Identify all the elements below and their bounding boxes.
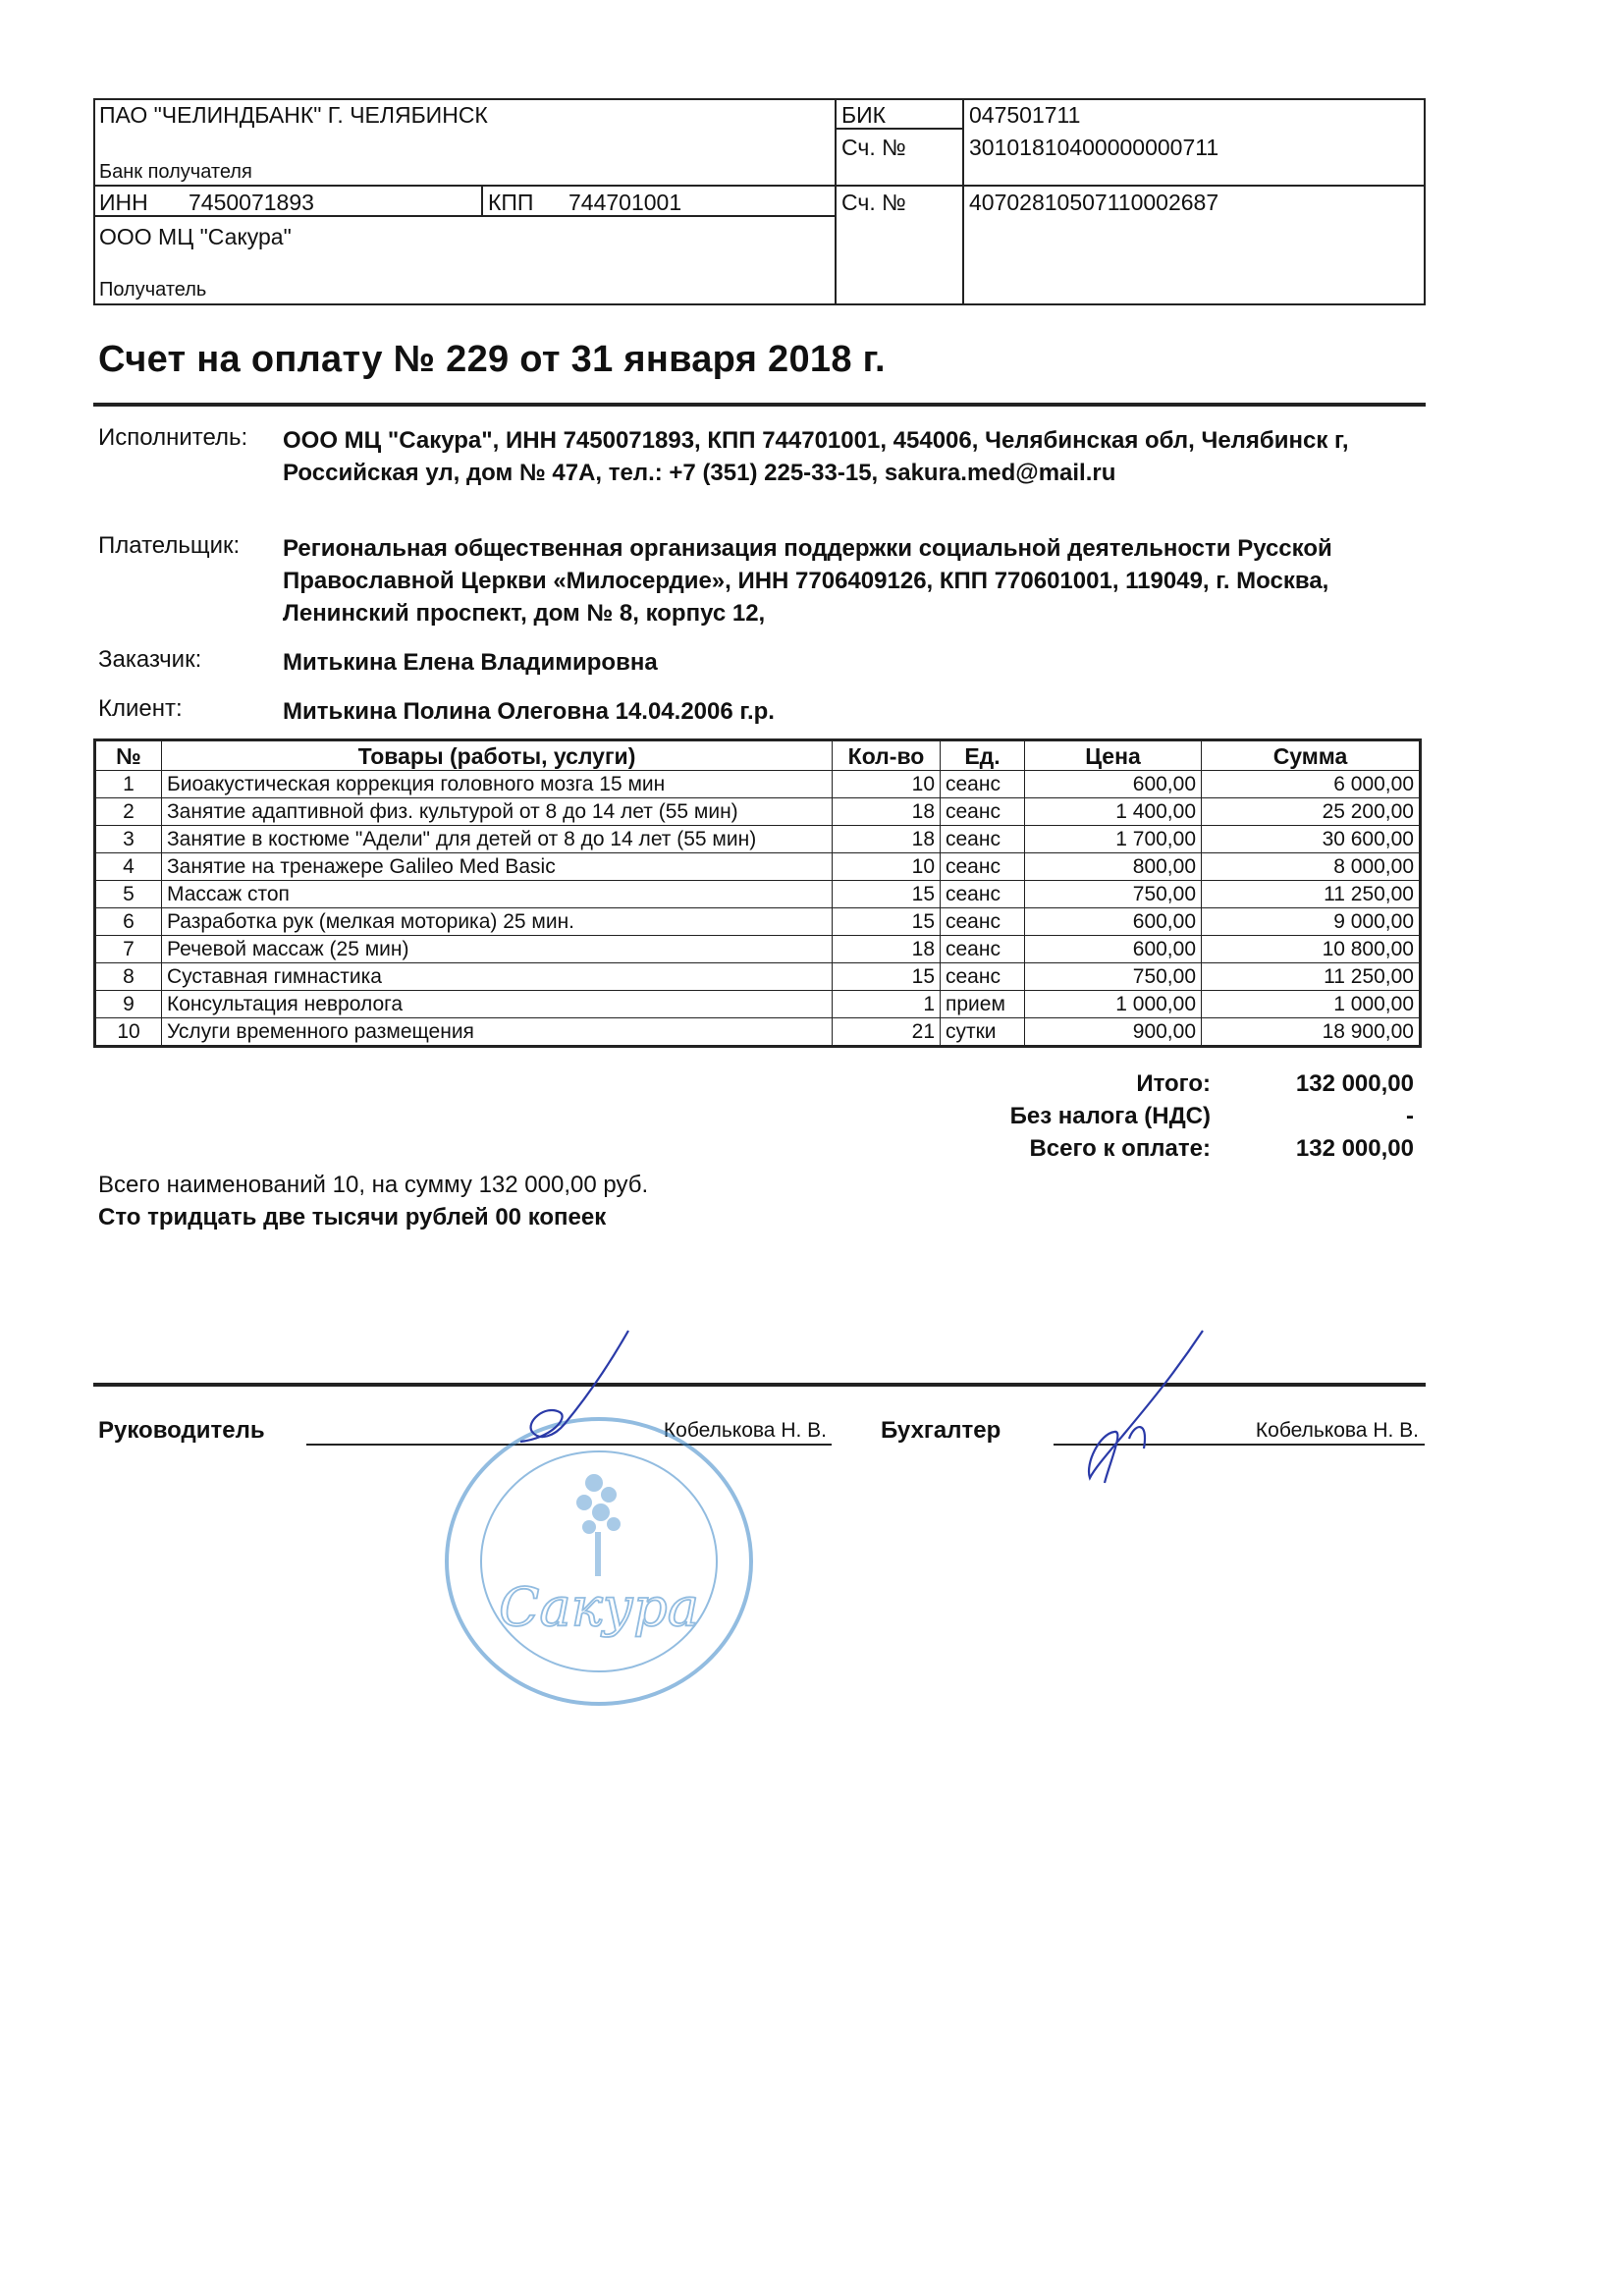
invoice-title: Счет на оплату № 229 от 31 января 2018 г. [98,339,886,380]
title-divider [93,403,1426,407]
col-header-price: Цена [1025,740,1202,771]
table-row [95,881,1421,908]
vat-label: Без налога (НДС) [1009,1103,1211,1129]
row-item: Занятие адаптивной физ. культурой от 8 до 14 лет (55 мин) [162,798,833,826]
vat-value: - [1406,1103,1414,1129]
table-header-row [95,740,1421,771]
col-header-unit: Ед. [941,740,1025,771]
bik-label: БИК [841,102,887,128]
row-sum: 6 000,00 [1202,771,1421,798]
director-label: Руководитель [98,1417,265,1444]
row-qty: 10 [833,853,941,881]
row-sum: 11 250,00 [1202,881,1421,908]
row-sum: 30 600,00 [1202,826,1421,853]
kpp-value: 744701001 [568,190,682,215]
bik-value: 047501711 [969,102,1081,128]
row-qty: 1 [833,991,941,1018]
row-unit: прием [941,991,1025,1018]
recipient-caption: Получатель [99,279,207,301]
row-qty: 10 [833,771,941,798]
row-unit: сеанс [941,798,1025,826]
grand-total-value: 132 000,00 [1295,1135,1414,1162]
row-number: 1 [95,771,162,798]
row-number: 10 [95,1018,162,1047]
row-qty: 18 [833,826,941,853]
row-number: 3 [95,826,162,853]
table-row [95,853,1421,881]
customer-value: Митькина Елена Владимировна [283,649,658,676]
table-row [95,798,1421,826]
company-stamp [432,1404,766,1719]
total-row [864,1070,1414,1103]
row-sum: 18 900,00 [1202,1018,1421,1047]
col-header-sum: Сумма [1202,740,1421,771]
inn-value: 7450071893 [189,190,314,215]
bank-requisites [93,98,1426,305]
row-number: 7 [95,936,162,963]
row-item: Занятие в костюме "Адели" для детей от 8 до 14 лет (55 мин) [162,826,833,853]
table-row [95,991,1421,1018]
row-item: Суставная гимнастика [162,963,833,991]
amount-summary [98,1169,648,1233]
client-value: Митькина Полина Олеговна 14.04.2006 г.р. [283,698,775,725]
row-price: 600,00 [1025,771,1202,798]
total-label: Итого: [1136,1070,1211,1097]
row-qty: 15 [833,881,941,908]
row-number: 5 [95,881,162,908]
payer-value: Региональная общественная организация поддержки социальной деятельности Русской Православной Церкви «Милосердие», ИНН 7706409126, КПП 770601001, 119049, г. Москва, Ленинский проспект, дом № 8, корпус 12, [283,535,1332,627]
row-unit: сеанс [941,881,1025,908]
row-sum: 10 800,00 [1202,936,1421,963]
corr-account-label: Сч. № [841,135,906,160]
row-qty: 18 [833,798,941,826]
row-qty: 18 [833,936,941,963]
grand-total-row [864,1135,1414,1168]
row-item: Услуги временного размещения [162,1018,833,1047]
row-sum: 8 000,00 [1202,853,1421,881]
row-item: Речевой массаж (25 мин) [162,936,833,963]
items-table [93,738,1422,1048]
row-price: 1 400,00 [1025,798,1202,826]
kpp-label: КПП [488,190,534,215]
row-number: 8 [95,963,162,991]
row-sum: 1 000,00 [1202,991,1421,1018]
row-qty: 21 [833,1018,941,1047]
inn-label: ИНН [99,190,148,215]
row-number: 2 [95,798,162,826]
row-qty: 15 [833,908,941,936]
row-sum: 25 200,00 [1202,798,1421,826]
stamp-brand: Сакура [499,1576,699,1638]
recipient-name: ООО МЦ "Сакура" [99,224,292,249]
account-value: 40702810507110002687 [969,190,1219,215]
amount-in-words: Сто тридцать две тысячи рублей 00 копеек [98,1204,607,1230]
executor-label: Исполнитель: [98,424,248,451]
director-name: Кобелькова Н. В. [663,1419,827,1442]
row-unit: сутки [941,1018,1025,1047]
row-item: Консультация невролога [162,991,833,1018]
accountant-signature-icon [1055,1326,1213,1493]
table-row [95,771,1421,798]
corr-account-value: 30101810400000000711 [969,135,1219,160]
row-item: Занятие на тренажере Galileo Med Basic [162,853,833,881]
col-header-goods: Товары (работы, услуги) [162,740,833,771]
vat-row [864,1103,1414,1135]
row-price: 600,00 [1025,936,1202,963]
row-sum: 9 000,00 [1202,908,1421,936]
row-unit: сеанс [941,853,1025,881]
total-value: 132 000,00 [1295,1070,1414,1097]
row-unit: сеанс [941,908,1025,936]
row-number: 9 [95,991,162,1018]
row-number: 4 [95,853,162,881]
executor-value: ООО МЦ "Сакура", ИНН 7450071893, КПП 744701001, 454006, Челябинская обл, Челябинск г, Российская ул, дом № 47А, тел.: +7 (351) 225-33-15, sakura.med@mail.ru [283,427,1349,486]
row-sum: 11 250,00 [1202,963,1421,991]
row-price: 800,00 [1025,853,1202,881]
client-label: Клиент: [98,695,183,722]
row-price: 1 000,00 [1025,991,1202,1018]
payer-label: Плательщик: [98,532,241,559]
grand-total-label: Всего к оплате: [1029,1135,1211,1162]
signature-divider [93,1383,1426,1387]
totals-block [864,1070,1414,1168]
customer-label: Заказчик: [98,646,202,673]
table-row [95,1018,1421,1047]
director-signature-icon [511,1326,638,1444]
row-item: Биоакустическая коррекция головного мозга 15 мин [162,771,833,798]
row-unit: сеанс [941,963,1025,991]
table-row [95,936,1421,963]
row-price: 900,00 [1025,1018,1202,1047]
row-qty: 15 [833,963,941,991]
row-price: 600,00 [1025,908,1202,936]
bank-caption: Банк получателя [99,161,252,183]
row-price: 750,00 [1025,881,1202,908]
table-row [95,963,1421,991]
accountant-name: Кобелькова Н. В. [1255,1419,1419,1442]
row-unit: сеанс [941,936,1025,963]
bank-name: ПАО "ЧЕЛИНДБАНК" Г. ЧЕЛЯБИНСК [99,102,488,128]
row-number: 6 [95,908,162,936]
accountant-label: Бухгалтер [881,1417,1001,1444]
row-item: Разработка рук (мелкая моторика) 25 мин. [162,908,833,936]
row-item: Массаж стоп [162,881,833,908]
table-row [95,826,1421,853]
col-header-qty: Кол-во [833,740,941,771]
row-price: 750,00 [1025,963,1202,991]
table-row [95,908,1421,936]
col-header-number: № [95,740,162,771]
items-count-line: Всего наименований 10, на сумму 132 000,00 руб. [98,1172,649,1198]
row-price: 1 700,00 [1025,826,1202,853]
account-label: Сч. № [841,190,906,215]
row-unit: сеанс [941,826,1025,853]
row-unit: сеанс [941,771,1025,798]
